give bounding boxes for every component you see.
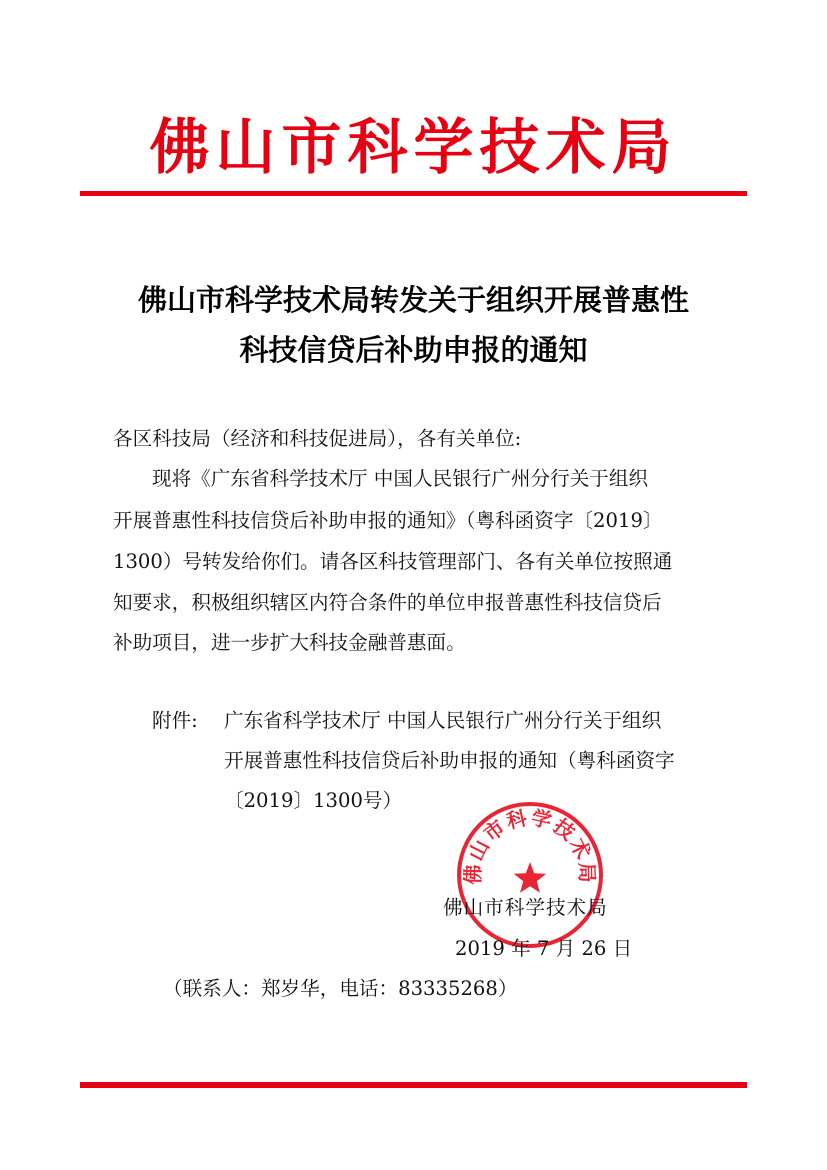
document-title-line-1: 佛山市科学技术局转发关于组织开展普惠性 bbox=[137, 283, 689, 317]
attachment-label: 附件: bbox=[152, 709, 198, 732]
attachment-line: 〔2019〕1300号） bbox=[224, 789, 403, 812]
contact-info: （联系人：郑岁华，电话：83335268） bbox=[163, 977, 518, 1000]
signature-date: 2019 年 7 月 26 日 bbox=[455, 937, 633, 960]
document-title-line-2: 科技信贷后补助申报的通知 bbox=[239, 333, 588, 367]
salutation: 各区科技局（经济和科技促进局），各有关单位: bbox=[113, 427, 522, 450]
body-paragraph-line: 1300）号转发给你们。请各区科技管理部门、各有关单位按照通 bbox=[113, 550, 673, 573]
body-paragraph-line: 开展普惠性科技信贷后补助申报的通知》（粤科函资字〔2019〕 bbox=[113, 509, 663, 532]
attachment-line: 广东省科学技术厅 中国人民银行广州分行关于组织 bbox=[224, 709, 662, 732]
seal-text: 佛山市科学技术局 bbox=[460, 805, 600, 885]
body-paragraph-line: 补助项目，进一步扩大科技金融普惠面。 bbox=[113, 631, 466, 654]
footer-rule bbox=[80, 1082, 747, 1088]
body-paragraph-line: 现将《广东省科学技术厅 中国人民银行广州分行关于组织 bbox=[152, 467, 649, 490]
official-seal-icon bbox=[455, 800, 605, 950]
attachment-line: 开展普惠性科技信贷后补助申报的通知（粤科函资字 bbox=[224, 749, 675, 772]
body-paragraph-line: 知要求，积极组织辖区内符合条件的单位申报普惠性科技信贷后 bbox=[113, 591, 662, 614]
letterhead-top-rule bbox=[80, 191, 747, 196]
signature-organization: 佛山市科学技术局 bbox=[443, 896, 608, 919]
agency-letterhead-title: 佛山市科学技术局 bbox=[149, 113, 678, 183]
